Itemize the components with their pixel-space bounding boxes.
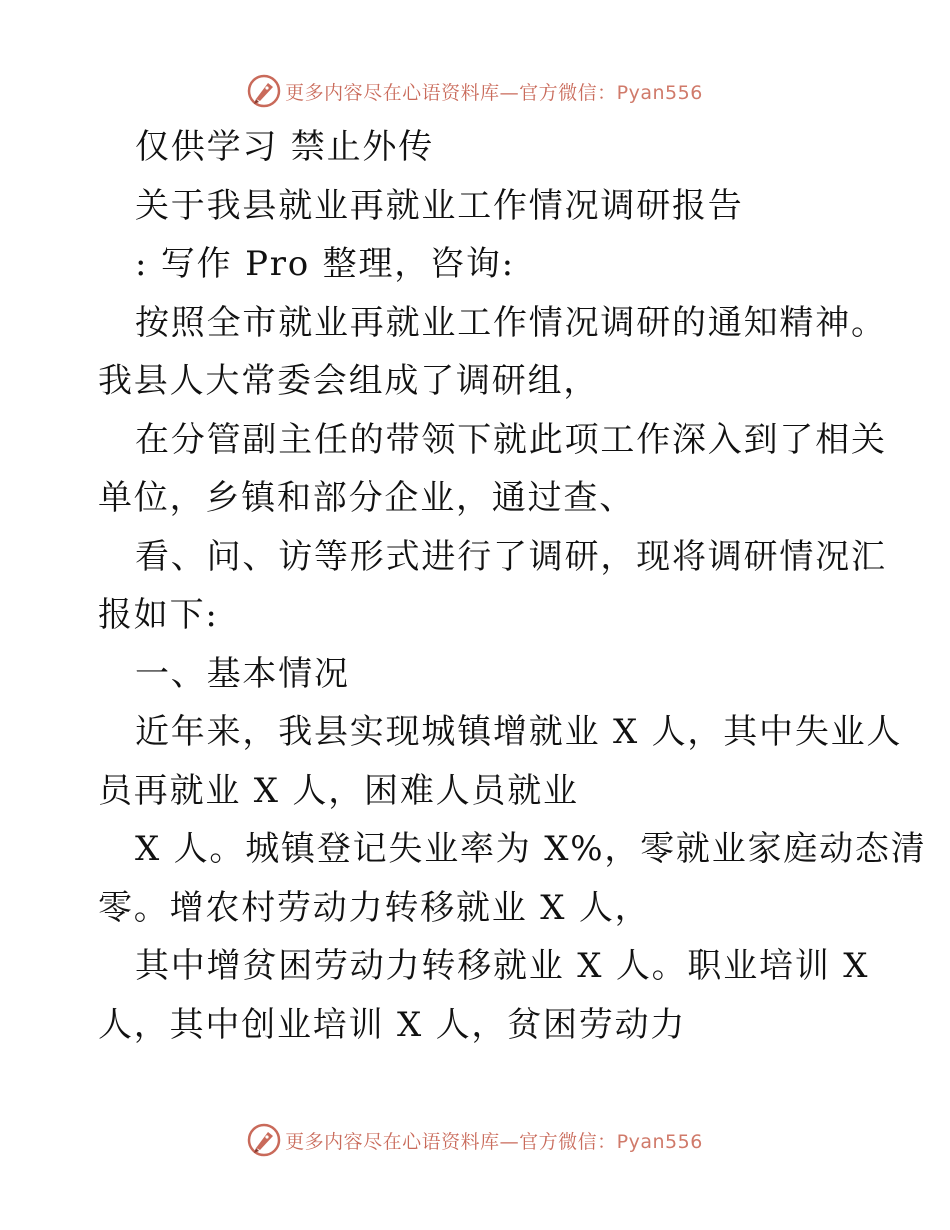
paragraph-line: 看、问、访等形式进行了调研，现将调研情况汇 bbox=[135, 536, 887, 577]
banner-text: 更多内容尽在心语资料库—官方微信：Pyan556 bbox=[285, 81, 703, 104]
banner-wechat-id: Pyan556 bbox=[616, 1130, 703, 1153]
paragraph-line: 单位，乡镇和部分企业，通过查、 bbox=[98, 478, 635, 518]
paragraph-line: X 人。城镇登记失业率为 X%，零就业家庭动态清 bbox=[135, 829, 927, 869]
paragraph-line: 零。增农村劳动力转移就业 X 人， bbox=[98, 887, 651, 928]
paragraph-line: 按照全市就业再就业工作情况调研的通知精神。 bbox=[135, 302, 887, 343]
paragraph-line: 人，其中创业培训 X 人，贫困劳动力 bbox=[98, 1004, 687, 1045]
source-line: : 写作 Pro 整理，咨询: bbox=[135, 244, 515, 284]
paragraph-line: 在分管副主任的带领下就此项工作深入到了相关 bbox=[135, 419, 887, 460]
paragraph-line: 近年来，我县实现城镇增就业 X 人，其中失业人 bbox=[135, 712, 903, 752]
banner-wechat-id: Pyan556 bbox=[616, 81, 703, 104]
document-title: 关于我县就业再就业工作情况调研报告 bbox=[135, 185, 744, 226]
footer-watermark-banner bbox=[0, 1120, 950, 1160]
paragraph-line: 其中增贫困劳动力转移就业 X 人。职业培训 X bbox=[135, 946, 870, 986]
banner-text: 更多内容尽在心语资料库—官方微信：Pyan556 bbox=[285, 1130, 703, 1153]
document-body bbox=[98, 118, 927, 1054]
pen-nib-logo-icon bbox=[247, 74, 281, 108]
section-heading: 一、基本情况 bbox=[135, 653, 350, 694]
notice-line: 仅供学习 禁止外传 bbox=[135, 127, 435, 167]
paragraph-line: 员再就业 X 人，困难人员就业 bbox=[98, 770, 579, 811]
paragraph-line: 我县人大常委会组成了调研组， bbox=[98, 361, 600, 401]
header-watermark-banner bbox=[0, 71, 950, 111]
pen-nib-logo-icon bbox=[247, 1123, 281, 1157]
paragraph-line: 报如下: bbox=[98, 595, 219, 635]
